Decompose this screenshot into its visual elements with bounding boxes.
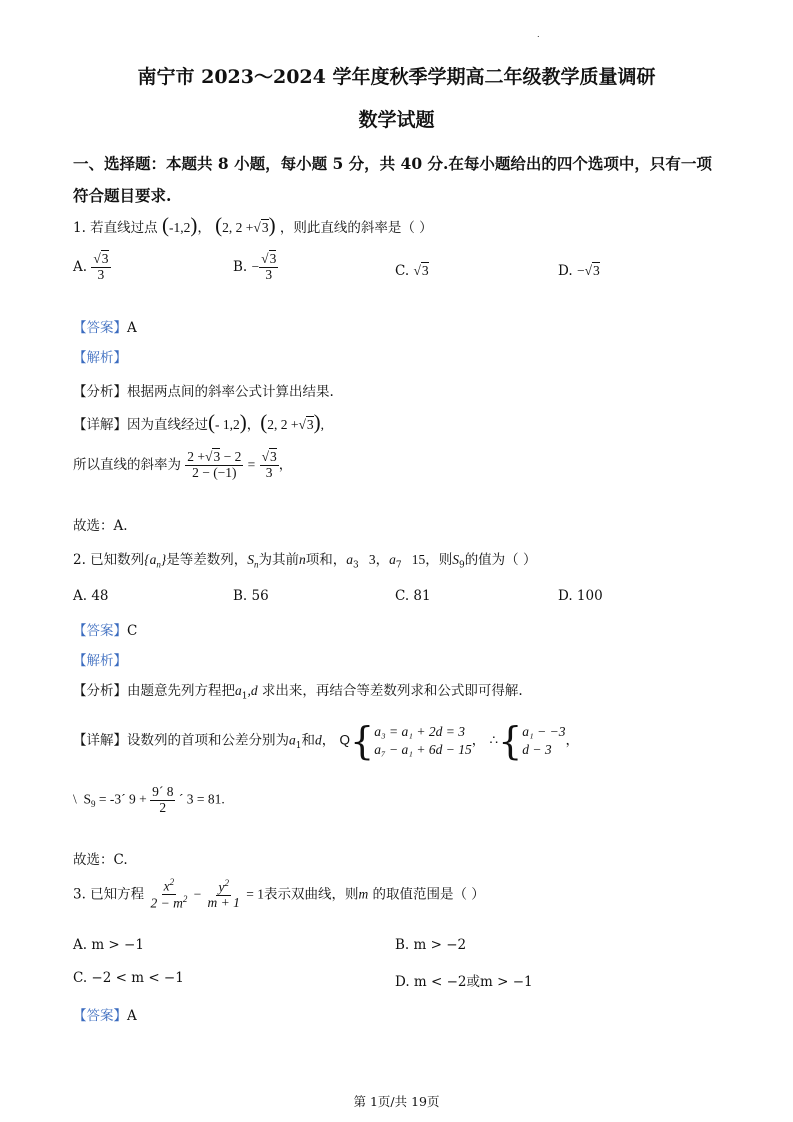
question-3: 3. 已知方程 $\frac{x^2}{2 - m^2}$ − $\frac{y^2}{m + 1}$ = 1表示双曲线，则m 的取值范围是（ ） bbox=[73, 877, 485, 911]
q2-answer-value: C bbox=[127, 623, 138, 639]
q3-answer-value: A bbox=[127, 1008, 137, 1024]
q2-prefix: 2. 已知数列 bbox=[73, 552, 145, 568]
q1-fenxi-text: 根据两点间的斜率公式计算出结果. bbox=[127, 384, 334, 400]
therefore-symbol: ∴ bbox=[489, 732, 499, 748]
q1-option-b-sign: − bbox=[251, 258, 260, 274]
q1-choose: 故选：A. bbox=[73, 518, 128, 534]
q1-prefix: 1. 若直线过点 bbox=[73, 220, 158, 236]
q1-option-b: B. − $\frac{√3}{3}$ bbox=[233, 251, 277, 282]
q1-detail-point2-rad: 3 bbox=[306, 417, 314, 432]
page-subtitle: 数学试题 bbox=[358, 109, 435, 131]
q3-option-d: D. m < −2或m > −1 bbox=[395, 974, 533, 990]
q1-point1: -1,2 bbox=[168, 220, 191, 235]
q1-fenxi-tag: 【分析】 bbox=[73, 384, 127, 400]
q1-answer-value: A bbox=[127, 320, 137, 336]
q1-option-b-num: 3 bbox=[269, 251, 277, 266]
q1-option-a-num: 3 bbox=[101, 251, 109, 266]
q3-fraction-2: $\frac{y^2}{m + 1}$ bbox=[207, 877, 240, 911]
q2-option-b: B. 56 bbox=[233, 588, 269, 604]
page-title: 南宁市 2023～2024 学年度秋季学期高二年级教学质量调研 bbox=[137, 66, 656, 88]
q1-slope-text: 所以直线的斜率为 bbox=[73, 456, 181, 473]
q3-option-b: B. m > −2 bbox=[395, 937, 467, 953]
q1-detail-comma: ， bbox=[246, 417, 261, 433]
q1-slope-fraction: $\frac{2 +√3 - 2}{2 - (-1)}$ bbox=[187, 449, 242, 480]
q1-option-d-label: D. bbox=[558, 263, 573, 279]
q2-sum: \ $S_9$ = -3´ 9 + $\frac{9´ 8}{2}$ ´ 3 = 81. bbox=[73, 784, 225, 815]
q1-fenxi bbox=[73, 380, 334, 400]
q1-detail: 【详解】因为直线经过(- 1,2)，(2, 2 +√3), bbox=[73, 410, 325, 434]
q1-answer-tag: 【答案】 bbox=[73, 320, 127, 336]
q1-option-a-den: 3 bbox=[97, 266, 105, 282]
q1-detail-tag: 【详解】 bbox=[73, 417, 127, 433]
q2-solution: a₁ − −3 d − 3 bbox=[522, 723, 566, 757]
q1-option-c-rad: 3 bbox=[421, 263, 429, 278]
q1-slope-result: $\frac{√3}{3}$ bbox=[261, 449, 277, 480]
q2-analysis-tag: 【解析】 bbox=[73, 653, 127, 669]
section-heading-line2: 符合题目要求. bbox=[73, 186, 172, 205]
q1-option-d-sign: − bbox=[576, 263, 585, 278]
q1-analysis-tag: 【解析】 bbox=[73, 350, 127, 366]
q2-fenxi: 【分析】由题意先列方程把$a_1,d$ 求出来，再结合等差数列求和公式即可得解. bbox=[73, 683, 523, 702]
q1-detail-end: , bbox=[320, 417, 325, 432]
question-1: 1. 若直线过点 (-1,2)， (2, 2 +√3) ，则此直线的斜率是（ ） bbox=[73, 213, 433, 237]
q1-option-c-label: C. bbox=[395, 263, 410, 279]
page-number: 第 1页/共 19页 bbox=[353, 1094, 440, 1109]
q2-detail: 【详解】设数列的首项和公差分别为$a_1$和d， Q{ a₃ = a₁ + 2d = 3 a₇ − a₁ + 6d − 15 ， ∴{ a₁ − −3 d − 3 ， bbox=[73, 719, 579, 763]
q1-option-a-label: A. bbox=[73, 258, 88, 275]
q3-option-c: C. −2 < m < −1 bbox=[73, 970, 184, 986]
q1-answer bbox=[73, 316, 137, 336]
q1-suffix: ，则此直线的斜率是（ ） bbox=[279, 220, 433, 236]
q3-answer bbox=[73, 1004, 137, 1024]
q1-detail-point1: - 1,2 bbox=[215, 417, 240, 432]
q3-option-a: A. m > −1 bbox=[73, 937, 144, 953]
q1-detail-point2: 2, 2 + bbox=[267, 417, 299, 432]
q2-answer-tag: 【答案】 bbox=[73, 623, 127, 639]
section-heading-line1: 一、选择题：本题共 8 小题，每小题 5 分，共 40 分.在每小题给出的四个选项中，只有一项 bbox=[73, 154, 712, 173]
q2-option-a: A. 48 bbox=[73, 588, 109, 604]
q1-slope: 所以直线的斜率为 $\frac{2 +√3 - 2}{2 - (-1)}$ = $\frac{√3}{3}$ ， bbox=[73, 449, 293, 480]
q1-comma: ， bbox=[197, 220, 211, 236]
q1-option-b-label: B. bbox=[233, 258, 248, 275]
q1-option-c: C. √3 bbox=[395, 263, 429, 279]
q1-option-a: A. $\frac{√3}{3}$ bbox=[73, 251, 109, 282]
q2-option-d: D. 100 bbox=[558, 588, 603, 604]
q1-point2: 2, 2 + bbox=[222, 220, 254, 235]
q2-system: a₃ = a₁ + 2d = 3 a₇ − a₁ + 6d − 15 bbox=[374, 723, 472, 757]
q3-fraction-1: $\frac{x^2}{2 - m^2}$ bbox=[150, 877, 188, 911]
q1-slope-equals: = bbox=[247, 456, 256, 472]
q2-option-c: C. 81 bbox=[395, 588, 431, 604]
question-2: 2. 已知数列$\{a_n\}$是等差数列，$S_n$为其前n项和，$a_3$ 3，$a_7$ 15，则$S_9$的值为（ ） bbox=[73, 552, 537, 571]
q2-answer bbox=[73, 619, 137, 639]
header-dot: . bbox=[537, 30, 540, 39]
q1-detail-text: 因为直线经过 bbox=[127, 417, 208, 433]
q3-answer-tag: 【答案】 bbox=[73, 1008, 127, 1024]
q1-option-d: D. −√3 bbox=[558, 263, 600, 279]
because-symbol: Q bbox=[339, 732, 351, 748]
q1-option-b-den: 3 bbox=[265, 266, 273, 282]
q1-option-d-rad: 3 bbox=[592, 263, 600, 278]
q1-point2-rad: 3 bbox=[261, 220, 269, 235]
q2-choose: 故选：C. bbox=[73, 852, 128, 868]
